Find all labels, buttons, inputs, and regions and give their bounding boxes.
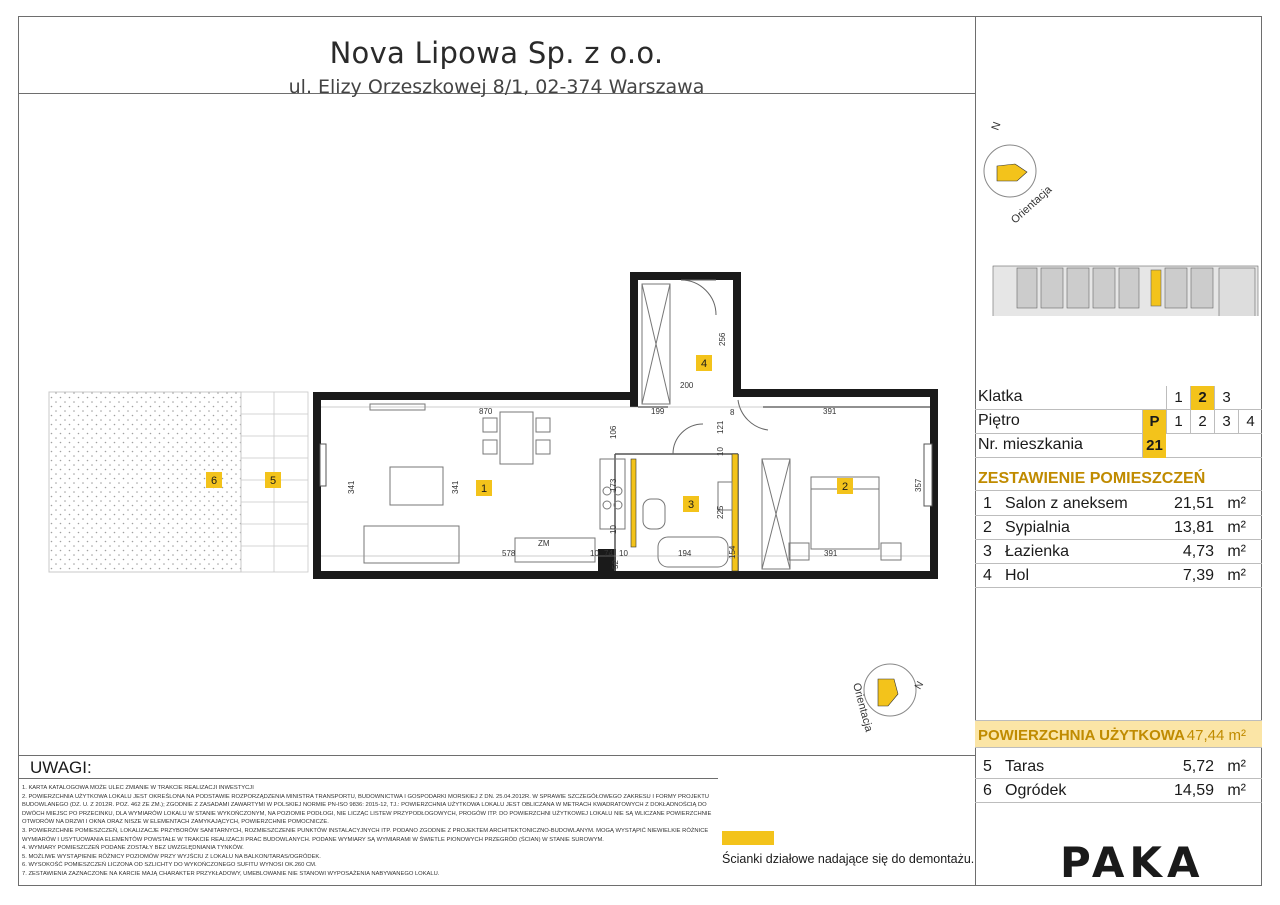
- right-panel: [975, 16, 1262, 886]
- klatka-row: [975, 386, 1262, 410]
- room-label-4: 4: [700, 358, 708, 370]
- room-name: Sypialnia: [1005, 519, 1070, 536]
- walls: [313, 272, 938, 579]
- note-item: 7. ZESTAWIENIA ZAZNACZONE NA KARCIE MAJĄ CHARAKTER PRZYKŁADOWY, UMEBLOWANIE NIE STANOWI WYPOSAŻENIA NABYWANEGO LOKALU.: [22, 870, 440, 877]
- room-area: 13,81: [1173, 519, 1214, 536]
- room-label-6: 6: [210, 475, 218, 487]
- room-label-2: 2: [841, 481, 849, 493]
- floor-plan: [18, 94, 975, 755]
- dim-357: 357: [914, 478, 923, 492]
- pietro-row: [975, 410, 1262, 434]
- pietro-label: Piętro: [978, 412, 1020, 429]
- dim-578: 578: [502, 549, 516, 558]
- site-maps: [975, 16, 1262, 316]
- dim-8: 8: [730, 408, 735, 417]
- room-row: [975, 564, 1262, 588]
- compass-n-top: N: [989, 120, 1004, 133]
- pietro-option-3[interactable]: 3: [1214, 410, 1238, 434]
- room-num: 4: [983, 567, 992, 584]
- dim-341b: 341: [451, 480, 460, 494]
- building-thumbnail: [993, 266, 1258, 316]
- dim-199: 199: [651, 407, 665, 416]
- dim-341a: 341: [347, 480, 356, 494]
- room-unit: m²: [1227, 495, 1246, 512]
- dim-200: 200: [680, 381, 694, 390]
- room-num: 1: [983, 495, 992, 512]
- room-name: Hol: [1005, 567, 1030, 584]
- dim-173: 173: [609, 478, 618, 492]
- total-label: POWIERZCHNIA UŻYTKOWA: [978, 727, 1185, 744]
- company-logo: PAKA: [1060, 838, 1205, 887]
- notes-list: [22, 784, 712, 879]
- room-unit: m²: [1227, 567, 1246, 584]
- legend-swatch: [722, 831, 774, 845]
- legend-text: Ścianki działowe nadające się do demontażu.: [722, 852, 975, 866]
- room-label-3: 3: [687, 499, 695, 511]
- zm-label: ZM: [538, 539, 550, 548]
- extra-unit: m²: [1227, 782, 1246, 799]
- room-row: [975, 540, 1262, 564]
- dim-870: 870: [479, 407, 493, 416]
- room-name: Łazienka: [1005, 543, 1070, 560]
- room-label-1: 1: [480, 483, 488, 495]
- klatka-option-1[interactable]: 1: [1166, 386, 1190, 410]
- extra-area: 5,72: [1182, 758, 1214, 775]
- room-name: Salon z aneksem: [1005, 495, 1128, 512]
- klatka-option-2[interactable]: 2: [1190, 386, 1214, 410]
- note-item: 6. WYSOKOŚĆ POMIESZCZEŃ LICZONA OD SZLICHTY DO WYKOŃCZONEGO SUFITU WYNOSI OK.260 CM.: [22, 862, 317, 869]
- extra-num: 6: [983, 782, 992, 799]
- note-item: 2. POWIERZCHNIA UŻYTKOWA LOKALU JEST OKREŚLONA NA PODSTAWIE ROZPORZĄDZENIA MINISTRA TRANSPORTU, BUDOWNICTWA I GOSPODARKI MORSKIEJ Z DN. 25.04.2012R. W SPRAWIE SZCZEGÓŁOWEGO ZAKRESU I FORMY PROJEKTU BUDOWLANEGO (DZ. U. Z 2012R. POZ. 462 ZE ZM.); ZGODNIE Z ZASADAMI ZAWARTYMI W POLSKIEJ NORMIE PN-ISO 9836: 2015-12, TJ.: POWIERZCHNIA UŻYTKOWA LOKALU JEST OBLICZANA W METRACH KWADRATOWYCH Z DOKŁADNOŚCIĄ DO DWÓCH MIEJSC PO PRZECINKU, DLA WYMIARÓW LOKALU W STANIE WYKOŃCZONYM, NA POZIOMIE PODŁOGI, NIE LICZĄC LISTEW PRZYPODŁOGOWYCH, PROGÓW ITP. DO POWIERZCHNI UŻYTKOWEJ LOKALU NIE SĄ WLICZANE POWIERZCHNIE OTWORÓW NA DRZWI I OKNA ORAZ NISZE W ELEMENTACH ZAMYKAJĄCYCH, POWIERZCHNIE POMOCNICZE.: [22, 793, 712, 826]
- dim-194: 194: [678, 549, 692, 558]
- mieszkanie-row: [975, 434, 1262, 458]
- extra-name: Taras: [1005, 758, 1045, 775]
- dim-391-top: 391: [823, 407, 837, 416]
- pietro-option-4[interactable]: 4: [1238, 410, 1262, 434]
- orientation-compass-top: [984, 120, 1055, 226]
- orientation-compass-bottom: [850, 664, 926, 734]
- room-row: [975, 516, 1262, 540]
- dim-10a: 10: [590, 549, 599, 558]
- notes-section: [18, 756, 718, 886]
- orientation-label-bottom: Orientacja: [850, 681, 875, 734]
- room-num: 3: [983, 543, 992, 560]
- dim-52: 52: [611, 560, 620, 569]
- extra-name: Ogródek: [1005, 782, 1067, 799]
- company-address: ul. Elizy Orzeszkowej 8/1, 02-374 Warszawa: [288, 76, 705, 98]
- room-area: 7,39: [1182, 567, 1214, 584]
- dim-121: 121: [716, 420, 725, 434]
- extra-area: 14,59: [1173, 782, 1214, 799]
- extra-row: [975, 779, 1262, 803]
- header: [18, 16, 975, 98]
- pietro-option-1[interactable]: 1: [1166, 410, 1190, 434]
- extra-num: 5: [983, 758, 992, 775]
- klatka-option-3[interactable]: 3: [1214, 386, 1238, 410]
- room-label-5: 5: [269, 475, 277, 487]
- mieszkanie-label: Nr. mieszkania: [978, 436, 1083, 453]
- notes-title: UWAGI:: [30, 758, 92, 777]
- total-value: 47,44 m²: [1186, 727, 1246, 744]
- klatka-label: Klatka: [978, 388, 1023, 405]
- room-row: [975, 492, 1262, 516]
- room-area: 21,51: [1173, 495, 1214, 512]
- inner-walls: [615, 407, 930, 571]
- orientation-label-top: Orientacja: [1008, 183, 1055, 227]
- dim-391-bot: 391: [824, 549, 838, 558]
- dim-256: 256: [718, 332, 727, 346]
- dim-10b: 10: [619, 549, 628, 558]
- dim-74: 74: [604, 549, 613, 558]
- room-unit: m²: [1227, 543, 1246, 560]
- room-unit: m²: [1227, 519, 1246, 536]
- rooms-title: ZESTAWIENIE POMIESZCZEŃ: [978, 470, 1206, 487]
- room-area: 4,73: [1182, 543, 1214, 560]
- pietro-option-2[interactable]: 2: [1190, 410, 1214, 434]
- extra-row: [975, 755, 1262, 779]
- dim-154: 154: [728, 545, 737, 559]
- pietro-option-p[interactable]: P: [1142, 410, 1166, 434]
- company-name: Nova Lipowa Sp. z o.o.: [329, 36, 664, 70]
- floor-plan-drawing: [18, 94, 975, 755]
- note-item: 1. KARTA KATALOGOWA MOŻE ULEC ZMIANIE W TRAKCIE REALIZACJI INWESTYCJI: [22, 785, 254, 791]
- room-num: 2: [983, 519, 992, 536]
- note-item: 4. WYMIARY POMIESZCZEŃ PODANE ZOSTAŁY BEZ UWZGLĘDNIANIA TYNKÓW.: [22, 845, 244, 852]
- dim-10d: 10: [716, 447, 725, 456]
- dim-225: 225: [716, 505, 725, 519]
- dim-10c: 10: [609, 525, 618, 534]
- extra-unit: m²: [1227, 758, 1246, 775]
- note-item: 5. MOŻLIWE WYSTĄPIENIE RÓŻNICY POZIOMÓW PRZY WYJŚCIU Z LOKALU NA BALKON/TARAS/OGRÓDEK.: [22, 853, 321, 860]
- total-area: [975, 720, 1262, 748]
- compass-n-bottom: N: [913, 679, 927, 692]
- dim-106: 106: [609, 425, 618, 439]
- note-item: 3. POWIERZCHNIE POMIESZCZEŃ, LOKALIZACJE PRZYBORÓW SANITARNYCH, ROZMIESZCZENIE PUNKTÓW INSTALACYJNYCH ITP. PODANO ZGODNIE Z PROJEKTEM ARCHITEKTONICZNO-BUDOWLANYM. MOGĄ WYSTĄPIĆ NIEWIELKIE RÓŻNICE WYMIARÓW I USYTUOWANIA ELEMENTÓW POWSTAŁE W TRAKCIE REALIZACJI PRAC BUDOWLANYCH. PODANE WYMIARY SĄ WYMIARAMI W ŚWIETLE PIONOWYCH PRZEGRÓD (ŚCIAN) W STANIE SUROWYM.: [22, 827, 709, 843]
- mieszkanie-value: 21: [1142, 434, 1166, 458]
